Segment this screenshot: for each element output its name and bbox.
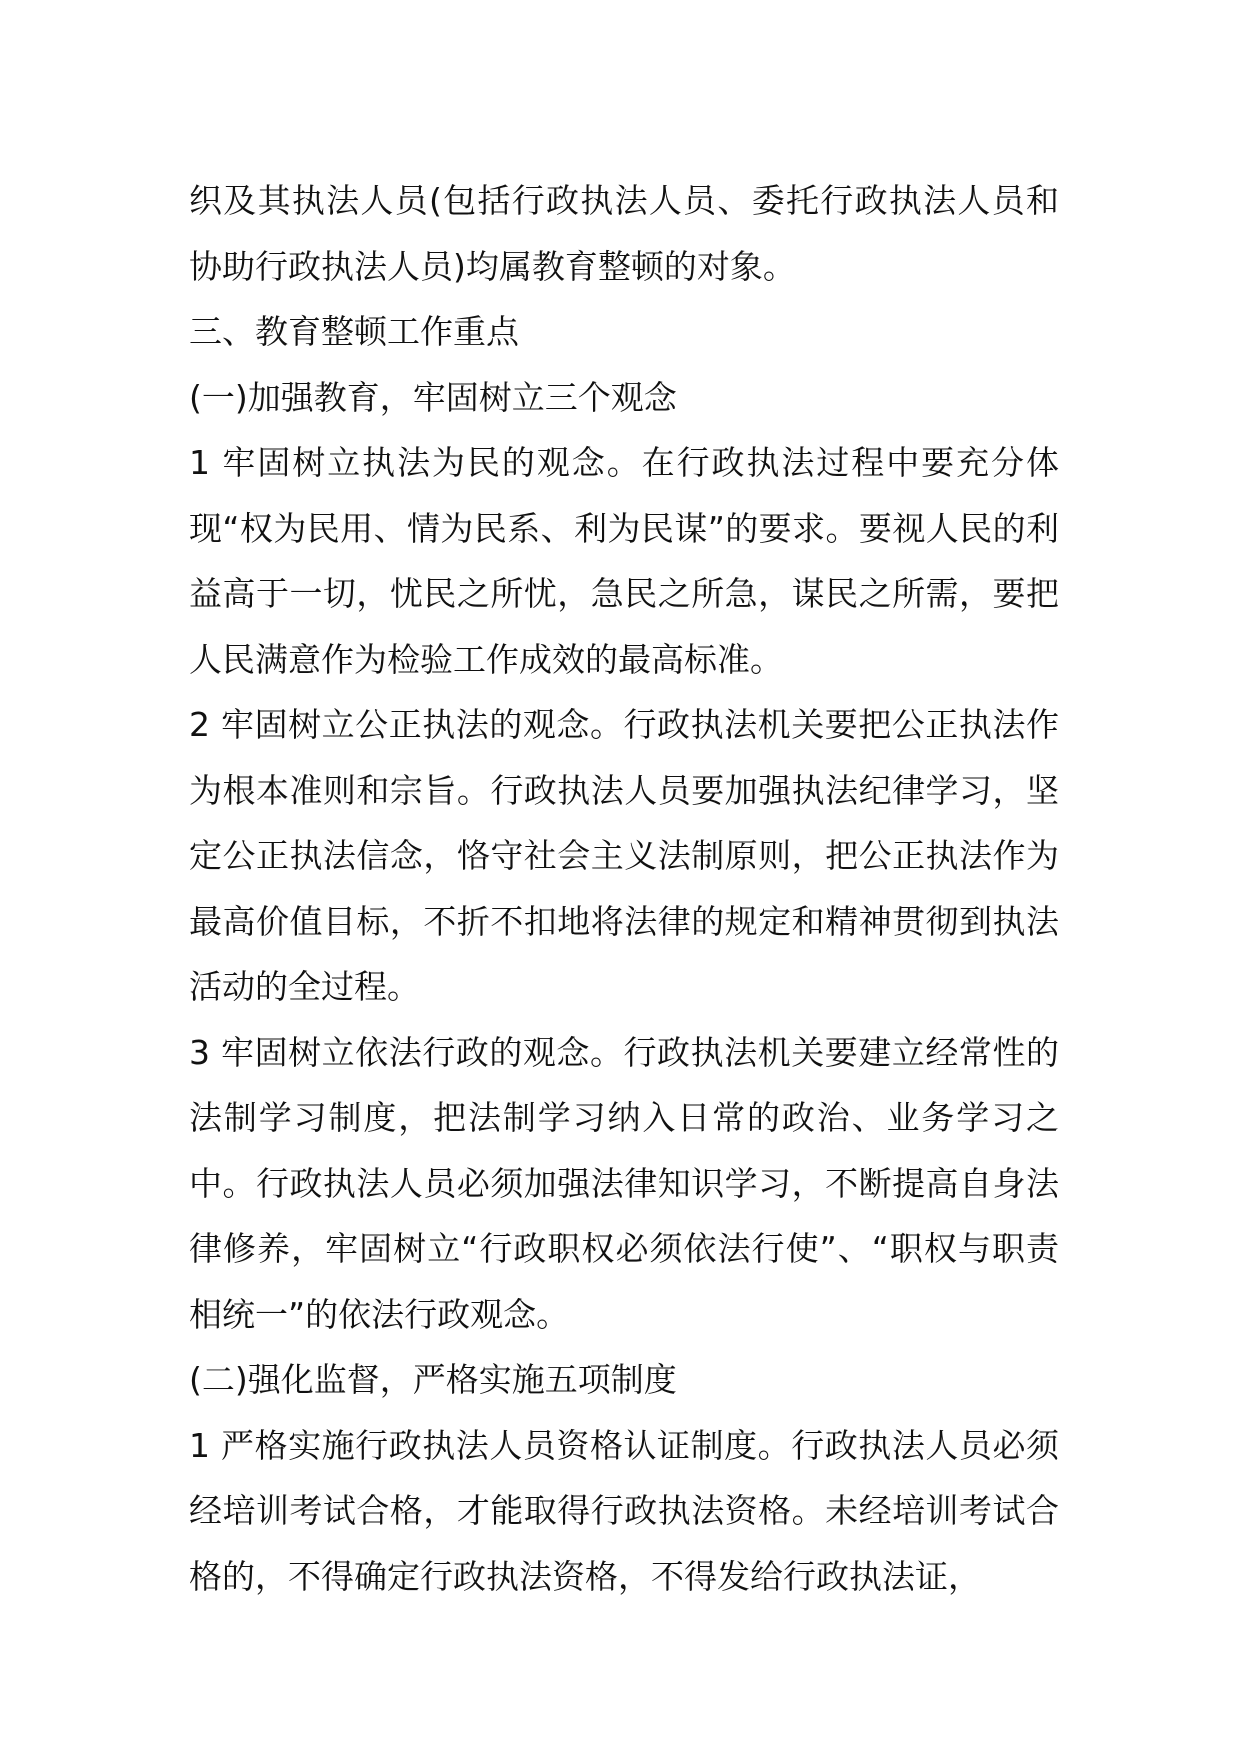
document-body	[189, 168, 1059, 1609]
section-heading-focus: 三、教育整顿工作重点	[189, 312, 519, 351]
paragraph-item-1-qualification: 1 严格实施行政执法人员资格认证制度。行政执法人员必须经培训考试合格，才能取得行政执法资格。未经培训考试合格的，不得确定行政执法资格，不得发给行政执法证，	[189, 1425, 1059, 1596]
subsection-heading-education: (一)加强教育，牢固树立三个观念	[189, 377, 677, 417]
subsection-heading-supervision: (二)强化监督，严格实施五项制度	[189, 1360, 677, 1399]
paragraph-item-3-rule-of-law: 3 牢固树立依法行政的观念。行政执法机关要建立经常性的法制学习制度，把法制学习纳入日常的政治、业务学习之中。行政执法人员必须加强法律知识学习，不断提高自身法律修养，牢固树立“行政职权必须依法行使”、“职权与职责相统一”的依法行政观念。	[189, 1032, 1059, 1334]
paragraph-continued-scope: 织及其执法人员(包括行政执法人员、委托行政执法人员和协助行政执法人员)均属教育整顿的对象。	[189, 181, 1059, 286]
paragraph-item-1-people: 1 牢固树立执法为民的观念。在行政执法过程中要充分体现“权为民用、情为民系、利为民谋”的要求。要视人民的利益高于一切，忧民之所忧，急民之所急，谋民之所需，要把人民满意作为检验工作成效的最高标准。	[189, 443, 1059, 679]
paragraph-item-2-fair-enforcement: 2 牢固树立公正执法的观念。行政执法机关要把公正执法作为根本准则和宗旨。行政执法人员要加强执法纪律学习，坚定公正执法信念，恪守社会主义法制原则，把公正执法作为最高价值目标，不折不扣地将法律的规定和精神贯彻到执法活动的全过程。	[189, 705, 1059, 1006]
